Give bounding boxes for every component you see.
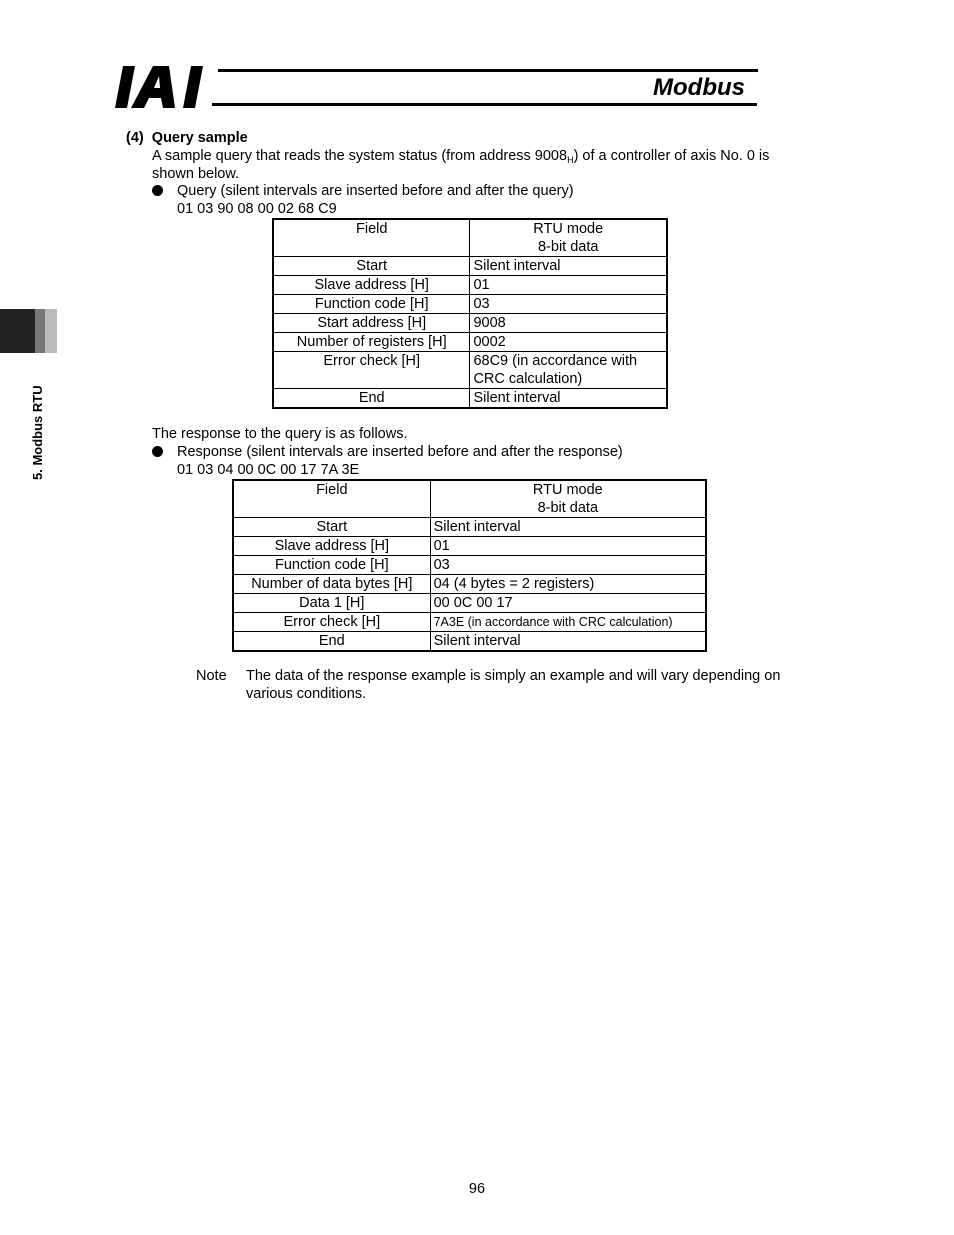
intro-line-2: shown below. — [152, 166, 240, 182]
chapter-tab-marker-mid — [35, 309, 45, 353]
value-cell: 03 — [430, 556, 705, 575]
field-cell: Function code [H] — [274, 295, 470, 314]
header-rule-bottom — [212, 103, 757, 106]
section-number: (4) — [126, 130, 144, 146]
note-label: Note — [196, 668, 227, 684]
table-row — [274, 295, 667, 314]
field-cell: Start — [274, 257, 470, 276]
field-cell: Error check [H] — [274, 352, 470, 389]
value-cell: 0002 — [470, 333, 667, 352]
value-cell: Silent interval — [470, 257, 667, 276]
field-cell: Slave address [H] — [234, 537, 431, 556]
table-header-field: Field — [274, 220, 470, 257]
field-cell: Data 1 [H] — [234, 594, 431, 613]
chapter-side-label: 5. Modbus RTU — [30, 385, 45, 480]
table-header-mode: RTU mode 8-bit data — [430, 481, 705, 518]
value-cell: Silent interval — [470, 389, 667, 408]
table-row — [234, 575, 706, 594]
value-cell: 04 (4 bytes = 2 registers) — [430, 575, 705, 594]
chapter-tab-marker-light — [45, 309, 57, 353]
table-row — [274, 333, 667, 352]
table-row — [274, 314, 667, 333]
value-cell: Silent interval — [430, 632, 705, 651]
section-heading — [126, 129, 248, 147]
query-bullet-text: Query (silent intervals are inserted before and after the query) — [177, 183, 574, 199]
iai-logo — [113, 66, 211, 108]
table-header-row — [234, 481, 706, 518]
table-row — [234, 556, 706, 575]
field-cell: Slave address [H] — [274, 276, 470, 295]
page-number: 96 — [468, 1181, 486, 1197]
value-cell: 68C9 (in accordance with CRC calculation) — [470, 352, 667, 389]
section-title: Query sample — [151, 130, 248, 146]
field-cell: Start — [234, 518, 431, 537]
table-header-mode: RTU mode 8-bit data — [470, 220, 667, 257]
field-cell: End — [274, 389, 470, 408]
value-cell: 7A3E (in accordance with CRC calculation) — [430, 613, 705, 632]
table-row — [274, 352, 667, 389]
value-cell: Silent interval — [430, 518, 705, 537]
bullet-icon — [152, 185, 163, 196]
table-header-row — [274, 220, 667, 257]
response-table — [233, 480, 706, 651]
field-cell: Number of data bytes [H] — [234, 575, 431, 594]
query-hex: 01 03 90 08 00 02 68 C9 — [177, 201, 337, 217]
table-row — [234, 632, 706, 651]
bullet-icon — [152, 446, 163, 457]
table-header-field: Field — [234, 481, 431, 518]
table-row — [234, 594, 706, 613]
value-cell: 01 — [430, 537, 705, 556]
table-row — [234, 613, 706, 632]
value-cell: 9008 — [470, 314, 667, 333]
intro-line-1 — [152, 147, 769, 169]
value-cell: 01 — [470, 276, 667, 295]
table-row — [234, 537, 706, 556]
field-cell: Number of registers [H] — [274, 333, 470, 352]
intro-text-tail: ) of a controller of axis No. 0 is — [573, 148, 770, 164]
header-rule-top — [218, 69, 758, 72]
query-table — [273, 219, 667, 408]
field-cell: Start address [H] — [274, 314, 470, 333]
table-row — [274, 257, 667, 276]
table-row — [234, 518, 706, 537]
note-line-2: various conditions. — [246, 686, 367, 702]
chapter-tab-marker — [0, 309, 35, 353]
value-cell: 00 0C 00 17 — [430, 594, 705, 613]
value-cell: 03 — [470, 295, 667, 314]
response-hex: 01 03 04 00 0C 00 17 7A 3E — [177, 462, 360, 478]
field-cell: End — [234, 632, 431, 651]
note-line-1: The data of the response example is simply an example and will vary depending on — [246, 668, 781, 684]
response-lead: The response to the query is as follows. — [152, 426, 408, 442]
table-row — [274, 389, 667, 408]
field-cell: Error check [H] — [234, 613, 431, 632]
intro-subscript: H — [567, 155, 574, 165]
response-bullet-text: Response (silent intervals are inserted before and after the response) — [177, 444, 623, 460]
field-cell: Function code [H] — [234, 556, 431, 575]
header-title: Modbus — [653, 74, 745, 101]
intro-text: A sample query that reads the system status (from address 9008 — [152, 148, 568, 164]
table-row — [274, 276, 667, 295]
